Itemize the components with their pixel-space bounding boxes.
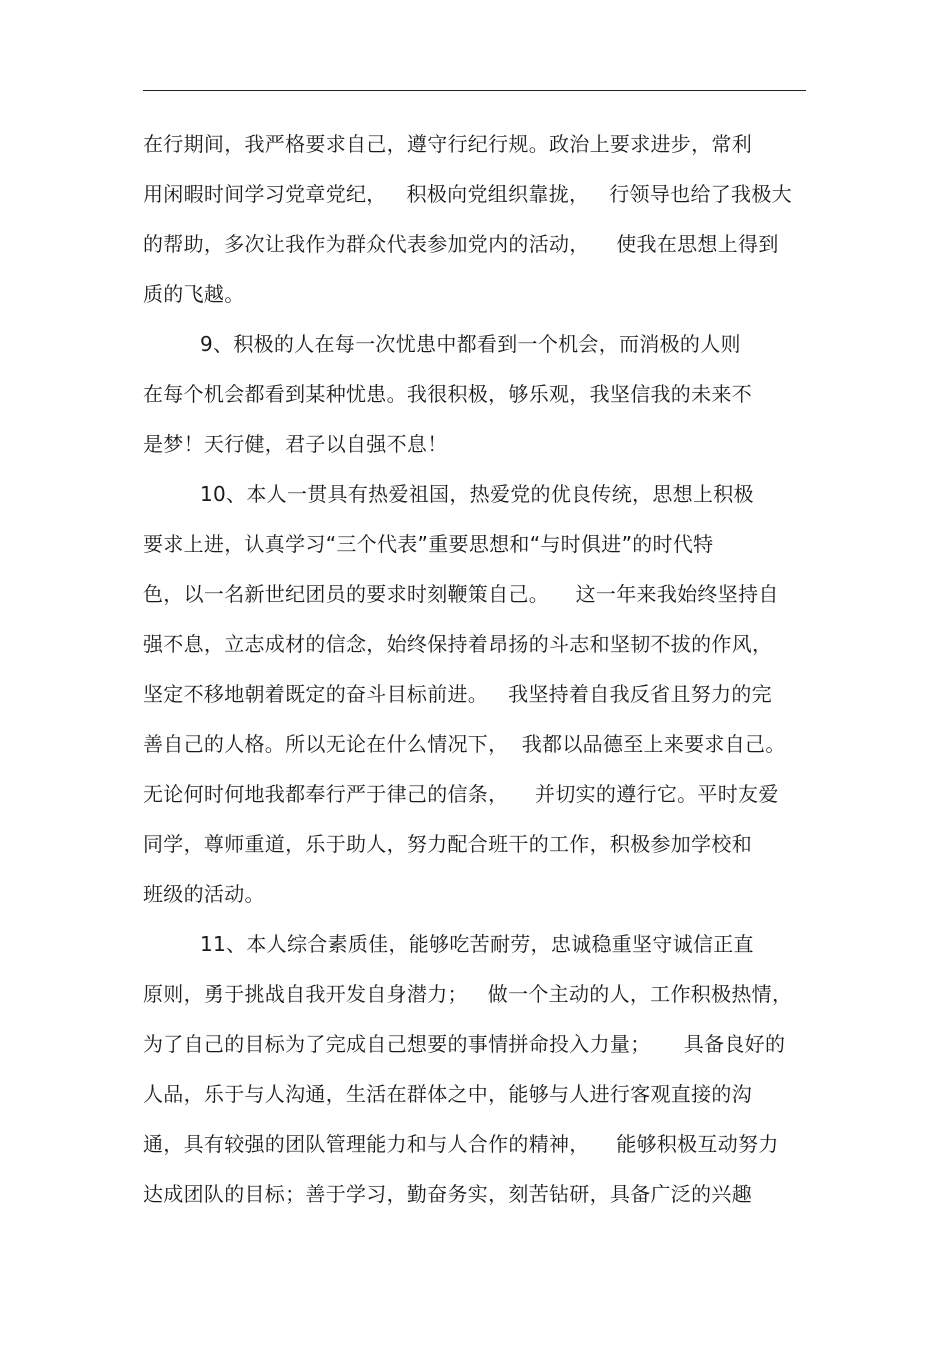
text-line: 同学，尊师重道，乐于助人，努力配合班干的工作，积极参加学校和 (143, 832, 752, 856)
text-line: 要求上进，认真学习“三个代表”重要思想和“与时俱进”的时代特 (143, 532, 714, 556)
text-line: 原则，勇于挑战自我开发自身潜力； 做一个主动的人，工作积极热情， (143, 982, 793, 1006)
text-line: 用闲暇时间学习党章党纪， 积极向党组织靠拢， 行领导也给了我极大 (143, 182, 792, 206)
text-line: 是梦！天行健，君子以自强不息！ (143, 432, 448, 456)
paragraph-9-start: 9、积极的人在每一次忧患中都看到一个机会，而消极的人则 (200, 332, 741, 356)
text-line: 的帮助，多次让我作为群众代表参加党内的活动， 使我在思想上得到 (143, 232, 779, 256)
paragraph-11-start: 11、本人综合素质佳，能够吃苦耐劳，忠诚稳重坚守诚信正直 (200, 932, 754, 956)
text-line: 人品，乐于与人沟通，生活在群体之中，能够与人进行客观直接的沟 (143, 1082, 752, 1106)
text-line: 坚定不移地朝着既定的奋斗目标前进。 我坚持着自我反省且努力的完 (143, 682, 772, 706)
text-line: 在行期间，我严格要求自己，遵守行纪行规。政治上要求进步，常利 (143, 132, 752, 156)
text-line: 为了自己的目标为了完成自己想要的事情拼命投入力量； 具备良好的 (143, 1032, 786, 1056)
text-line: 通，具有较强的团队管理能力和与人合作的精神， 能够积极互动努力 (143, 1132, 779, 1156)
text-line: 色，以一名新世纪团员的要求时刻鞭策自己。 这一年来我始终坚持自 (143, 582, 779, 606)
text-line: 无论何时何地我都奉行严于律己的信条， 并切实的遵行它。平时友爱 (143, 782, 779, 806)
text-line: 达成团队的目标；善于学习，勤奋务实，刻苦钻研，具备广泛的兴趣 (143, 1182, 752, 1206)
paragraph-10-start: 10、本人一贯具有热爱祖国，热爱党的优良传统，思想上积极 (200, 482, 754, 506)
text-line: 善自己的人格。所以无论在什么情况下， 我都以品德至上来要求自己。 (143, 732, 786, 756)
text-line: 质的飞越。 (143, 282, 245, 306)
text-line: 在每个机会都看到某种忧患。我很积极，够乐观，我坚信我的未来不 (143, 382, 752, 406)
text-line: 强不息，立志成材的信念，始终保持着昂扬的斗志和坚韧不拔的作风， (143, 632, 773, 656)
header-rule (143, 90, 806, 91)
text-line: 班级的活动。 (143, 882, 265, 906)
